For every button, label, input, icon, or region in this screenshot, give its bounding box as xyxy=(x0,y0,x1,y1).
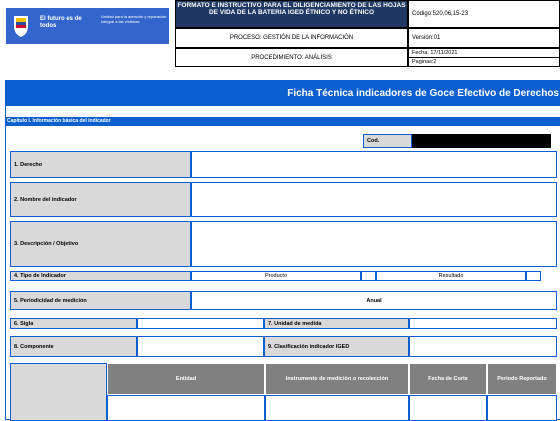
tipo-producto: Producto xyxy=(191,271,361,281)
nombre-field[interactable] xyxy=(191,182,557,217)
procedure-label: PROCEDIMIENTO: ANÁLISIS xyxy=(175,48,408,67)
unidad-label: 7. Unidad de medida xyxy=(264,318,409,329)
date-label: Fecha: 17/11/2021 xyxy=(408,48,560,58)
tipo-label: 4. Tipo de Indicador xyxy=(10,271,191,281)
periodo-header: Periodo Reportado xyxy=(487,363,557,395)
logo xyxy=(6,8,169,44)
tipo-resultado: Resultado xyxy=(376,271,526,281)
periodo-cell[interactable] xyxy=(487,395,557,421)
fecha-corte-cell[interactable] xyxy=(409,395,487,421)
instrumento-cell[interactable] xyxy=(265,395,409,421)
descripcion-field[interactable] xyxy=(191,221,557,267)
componente-label: 8. Componente xyxy=(10,336,137,357)
descripcion-label: 3. Descripción / Objetivo xyxy=(10,221,191,267)
document-code: Código:520,06,15-23 xyxy=(408,0,560,28)
tipo-resultado-checkbox[interactable] xyxy=(526,271,541,281)
logo-cell xyxy=(0,0,175,67)
entidad-header: Entidad xyxy=(107,363,265,395)
logo-text: El futuro es de todos xyxy=(40,16,82,29)
derecho-field[interactable] xyxy=(191,151,557,178)
clasificacion-field[interactable] xyxy=(409,336,557,357)
clasificacion-label: 9. Clasificación indicador IGED xyxy=(264,336,409,357)
derecho-label: 1. Derecho xyxy=(10,151,191,178)
sigla-field[interactable] xyxy=(137,318,264,329)
entidad-cell[interactable] xyxy=(107,395,265,421)
version-label: Versión:01 xyxy=(408,28,560,48)
fuente-label xyxy=(10,363,107,421)
tipo-producto-checkbox[interactable] xyxy=(361,271,376,281)
periodicidad-label: 5. Periodicidad de medición xyxy=(10,291,191,310)
indicator-sheet xyxy=(5,80,560,420)
sheet-banner: Ficha Técnica indicadores de Goce Efectivo de Derechos xyxy=(6,81,560,106)
instrumento-header: Instrumento de medición o recolección xyxy=(265,363,409,395)
fecha-corte-header: Fecha de Corte xyxy=(409,363,487,395)
process-label: PROCESO: GESTIÓN DE LA INFORMACIÓN xyxy=(175,28,408,48)
componente-field[interactable] xyxy=(137,336,264,357)
document-title: FORMATO E INSTRUCTIVO PARA EL DILIGENCIAMIENTO DE LAS HOJAS DE VIDA DE LA BATERIA IGED ÉTNICO Y NO ÉTNICO xyxy=(175,0,408,28)
coat-of-arms-icon xyxy=(11,14,31,38)
periodicidad-value[interactable]: Anual xyxy=(191,291,557,310)
chapter-heading: Capítulo I. Información básica del indicador xyxy=(6,117,560,126)
pages-label: Paginas:2 xyxy=(408,57,560,67)
cod-label: Cod. xyxy=(363,134,412,148)
document-header xyxy=(0,0,560,67)
unidad-field[interactable] xyxy=(409,318,557,329)
sigla-label: 6. Sigla xyxy=(10,318,137,329)
nombre-label: 2. Nombre del indicador xyxy=(10,182,191,217)
cod-value[interactable] xyxy=(412,134,551,148)
logo-subtext: Unidad para la atención y reparación integral a las víctimas xyxy=(101,14,167,24)
